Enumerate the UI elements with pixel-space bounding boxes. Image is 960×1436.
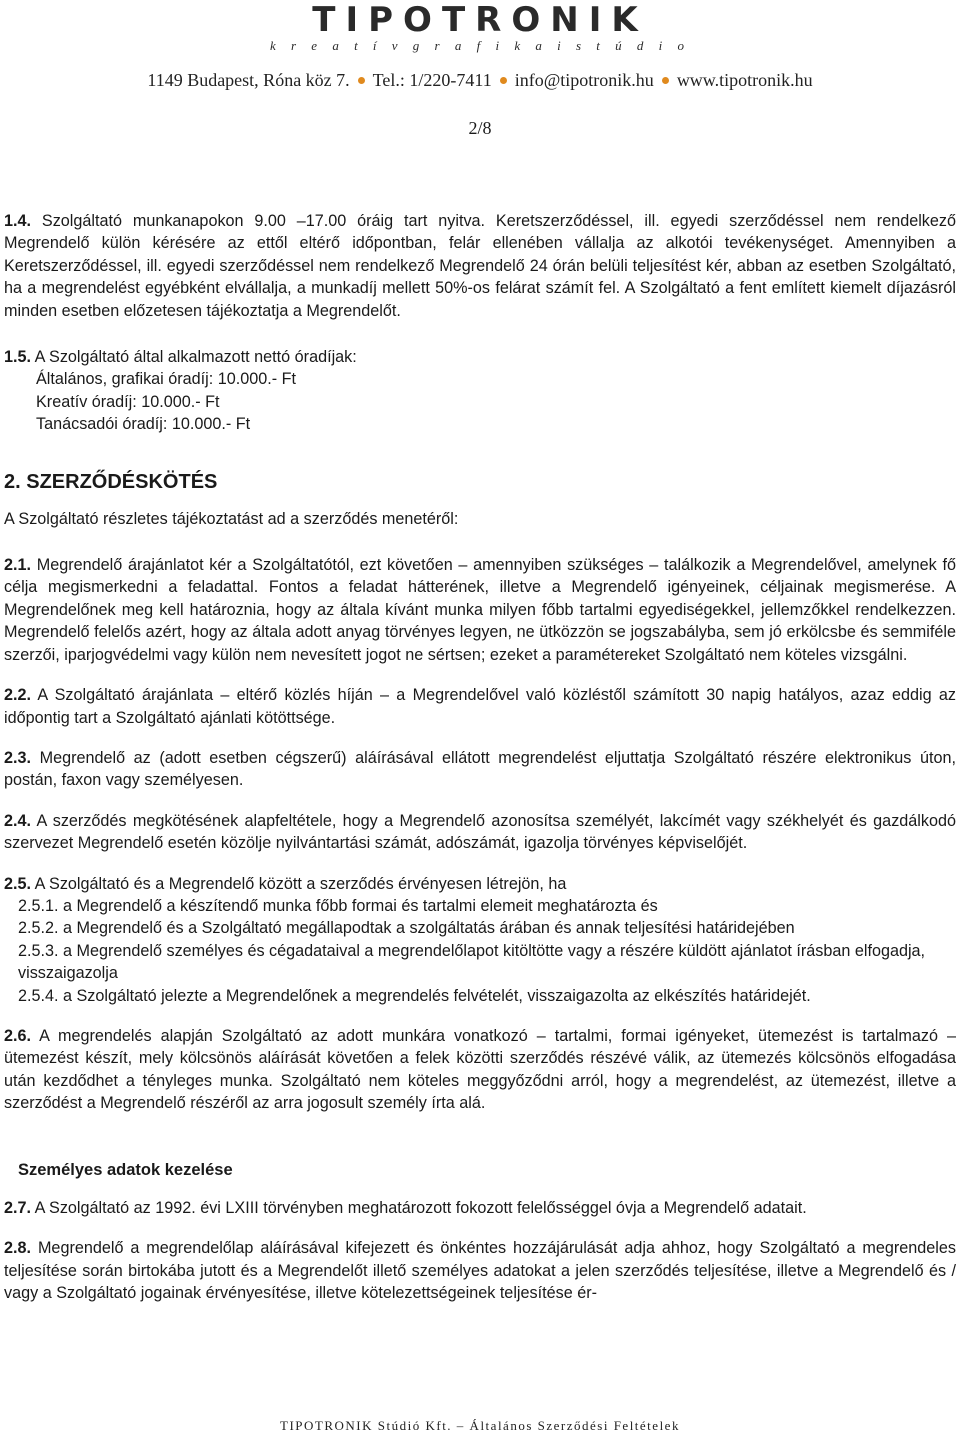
rate-item: Tanácsadói óradíj: 10.000.- Ft — [36, 415, 251, 434]
email-link[interactable]: info@tipotronik.hu — [514, 70, 654, 90]
company-logo: TIPOTRONIK — [312, 0, 648, 40]
section-text: A szerződés megkötésének alapfeltétele, hogy a Megrendelő azonosítsa személyét, lakcímét vagy székhelyét és gazdálkodó szervezet Megrendelő esetén közölje nyilvántartási számát, adószámát, igazolja törvényes képviselőjét. — [4, 811, 956, 853]
rate-item: Általános, grafikai óradíj: 10.000.- Ft — [36, 370, 297, 389]
section-2-1 — [4, 554, 956, 666]
section-2-7 — [4, 1197, 956, 1219]
section-2-intro: A Szolgáltató részletes tájékoztatást ad a szerződés menetéről: — [4, 509, 459, 528]
section-number: 2.7. — [4, 1199, 32, 1217]
section-number: 2.1. — [4, 556, 32, 575]
address: 1149 Budapest, Róna köz 7. — [147, 70, 350, 90]
rate-item: Kreatív óradíj: 10.000.- Ft — [36, 392, 220, 411]
section-2-heading: 2. SZERZŐDÉSKÖTÉS — [4, 470, 218, 493]
section-text: A Szolgáltató árajánlata – eltérő közlés híján – a Megrendelővel való közléstől számított 30 napig hatályos, azaz eddig az időpontig tart a Szolgáltató ajánlati kötöttsége. — [4, 686, 957, 727]
subsection-2-5-4: 2.5.4. a Szolgáltató jelezte a Megrendelőnek a megrendelés felvételét, visszaigazolta az elkészítés határidejét. — [18, 986, 811, 1005]
section-text: Megrendelő a megrendelőlap aláírásával kifejezett és önkéntes hozzájárulását adja ahhoz, hogy Szolgáltató a megrendeles teljesítése során birtokába jutott és a Megrendelőt illető személyes adatokat a jelen szerződés teljesítése, illetve a Megrendelő és / vagy a Szolgáltató jogainak érvényesítése, illetve kötelezettségeinek teljesítése ér- — [4, 1239, 956, 1303]
section-number: 2.6. — [4, 1026, 32, 1045]
page-footer: TIPOTRONIK Stúdió Kft. – Általános Szerződési Feltételek — [280, 1418, 680, 1433]
phone: Tel.: 1/220-7411 — [372, 70, 492, 90]
document-body — [4, 210, 956, 1305]
section-text: A Szolgáltató és a Megrendelő között a szerződés érvényesen létrejön, ha — [34, 874, 567, 893]
section-text: A Szolgáltató az 1992. évi LXIII törvényben meghatározott fokozott felelősséggel óvja a Megrendelő adatait. — [34, 1199, 807, 1217]
website-link[interactable]: www.tipotronik.hu — [676, 70, 813, 90]
subsection-2-5-3: 2.5.3. a Megrendelő személyes és cégadataival a megrendelőlapot kitöltötte vagy a részére küldött ajánlatot írásban elfogadja, visszaigazolja — [18, 941, 926, 983]
section-2-3 — [4, 747, 956, 792]
section-number: 2.2. — [4, 686, 32, 705]
company-tagline: k r e a t í v g r a f i k a i s t ú d i o — [269, 38, 691, 53]
page-header — [0, 0, 960, 138]
section-text: A Szolgáltató által alkalmazott nettó óradíjak: — [34, 348, 357, 367]
subsection-2-5-1: 2.5.1. a Megrendelő a készítendő munka főbb formai és tartalmi elemeit meghatározta és — [18, 896, 658, 915]
section-2-4 — [4, 810, 956, 855]
section-2-6 — [4, 1025, 956, 1115]
page-number: 2/8 — [468, 118, 492, 138]
personal-data-heading: Személyes adatok kezelése — [18, 1160, 233, 1179]
section-2-5 — [4, 873, 956, 1007]
section-number: 2.3. — [4, 748, 32, 767]
separator-dot-icon — [358, 77, 365, 84]
section-number: 2.4. — [4, 811, 32, 830]
section-text: A megrendelés alapján Szolgáltató az adott munkára vonatkozó – tartalmi, formai igényeket, ütemezést is tartalmazó – ütemezést készít, mely kölcsönös aláírását követően a felek közötti szerződés részévé válik, az ütemezés kölcsönös elfogadása után kezdődhet a tényleges munka. Szolgáltató nem köteles meggyőződni arról, hogy a megrendelést, az ütemezést, illetve a szerződést a Megrendelő részéről az arra jogosult személy írta alá. — [4, 1026, 956, 1113]
section-2-8 — [4, 1237, 956, 1304]
subsection-2-5-2: 2.5.2. a Megrendelő és a Szolgáltató megállapodtak a szolgáltatás árában és annak teljesítési határidejében — [18, 919, 795, 938]
section-number: 1.4. — [4, 212, 32, 230]
section-number: 2.5. — [4, 874, 32, 893]
contact-line — [0, 70, 960, 91]
section-1-5 — [4, 346, 956, 436]
section-number: 2.8. — [4, 1239, 32, 1258]
section-text: Megrendelő árajánlatot kér a Szolgáltatótól, ezt követően – amennyiben szükséges – találkozik a Megrendelővel, amelynek fő célja megismerkedni a feladattal. Fontos a feladat hátterének, illetve a Megrendelő igényeinek, céljainak megismerése. A Megrendelőnek meg kell határoznia, hogy az általa kívánt munka milyen főbb tartalmi egyediségekkel, jellemzőkkel rendelkezzen. Megrendelő felelős azért, hogy az általa adott anyag törvényes legyen, ne ütközzön se jogszabályba, sem jó erkölcsbe és semmiféle szerzői, iparjogvédelmi vagy külön nem nevesített jogot ne sértsen; ezeket a paramétereket Szolgáltató nem köteles vizsgálni. — [4, 556, 956, 664]
separator-dot-icon — [500, 77, 507, 84]
section-number: 1.5. — [4, 348, 32, 367]
section-1-4 — [4, 210, 956, 322]
section-text: Megrendelő az (adott esetben cégszerű) aláírásával ellátott megrendelést eljuttatja Szolgáltató részére elektronikus úton, postán, faxon vagy személyesen. — [4, 748, 956, 790]
section-2-2 — [4, 684, 956, 729]
section-text: Szolgáltató munkanapokon 9.00 –17.00 óráig tart nyitva. Keretszerződéssel, ill. egyedi szerződéssel nem rendelkező Megrendelő külön kérésére az ettől eltérő időpontban, felár ellenében vállalja az alkotói tevékenységet. Amennyiben a Keretszerződéssel, ill. egyedi szerződéssel nem rendelkező Megrendelő 24 órán belüli teljesítést kér, abban az esetben Szolgáltató, ha a megrendelést egyébként elvállalja, a munkadíj mellett 50%-os felárat számít fel. A Szolgáltató a fent említett kiemelt díjazásról minden esetben előzetesen tájékoztatja a Megrendelőt. — [4, 212, 956, 320]
separator-dot-icon — [662, 77, 669, 84]
